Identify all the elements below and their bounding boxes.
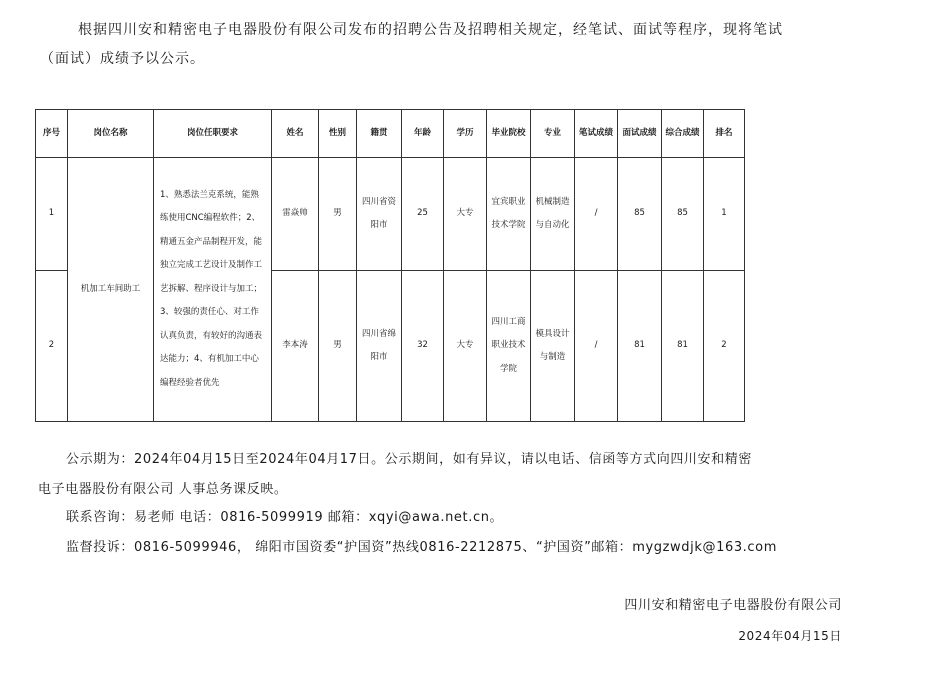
supervision-info: 监督投诉：0816-5099946， 绵阳市国资委“护国资”热线0816-2212875、“护国资”邮箱：mygzwdjk@163.com <box>66 540 777 555</box>
age: 25 <box>402 158 444 271</box>
header-cell: 面试成绩 <box>618 110 662 158</box>
header-cell: 岗位任职要求 <box>154 110 272 158</box>
candidate-name: 李本涛 <box>272 271 319 422</box>
total-score: 81 <box>662 271 704 422</box>
header-cell: 综合成绩 <box>662 110 704 158</box>
header-cell: 排名 <box>704 110 745 158</box>
header-cell: 序号 <box>36 110 68 158</box>
header-cell: 岗位名称 <box>68 110 154 158</box>
education: 大专 <box>444 271 487 422</box>
table-header-row <box>36 110 745 158</box>
row-number: 1 <box>36 158 68 271</box>
written-score: / <box>575 271 618 422</box>
rank: 2 <box>704 271 745 422</box>
origin: 四川省资阳市 <box>357 158 402 271</box>
notice-period-line-2: 电子电器股份有限公司 人事总务课反映。 <box>38 482 288 497</box>
written-score: / <box>575 158 618 271</box>
candidate-name: 雷焱帅 <box>272 158 319 271</box>
position-name: 机加工车间助工 <box>68 158 154 422</box>
intro-line-2: （面试）成绩予以公示。 <box>40 51 205 67</box>
header-cell: 笔试成绩 <box>575 110 618 158</box>
company-signature: 四川安和精密电子电器股份有限公司 <box>624 598 842 613</box>
interview-score: 81 <box>618 271 662 422</box>
gender: 男 <box>319 158 357 271</box>
age: 32 <box>402 271 444 422</box>
header-cell: 学历 <box>444 110 487 158</box>
school: 四川工商职业技术学院 <box>487 271 531 422</box>
header-cell: 姓名 <box>272 110 319 158</box>
header-cell: 性别 <box>319 110 357 158</box>
major: 机械制造与自动化 <box>531 158 575 271</box>
education: 大专 <box>444 158 487 271</box>
major: 模具设计与制造 <box>531 271 575 422</box>
school: 宜宾职业技术学院 <box>487 158 531 271</box>
header-cell: 专业 <box>531 110 575 158</box>
header-cell: 籍贯 <box>357 110 402 158</box>
total-score: 85 <box>662 158 704 271</box>
header-cell: 毕业院校 <box>487 110 531 158</box>
notice-period-line-1: 公示期为：2024年04月15日至2024年04月17日。公示期间，如有异议，请以电话、信函等方式向四川安和精密 <box>66 452 752 467</box>
interview-score: 85 <box>618 158 662 271</box>
table-row <box>36 158 745 271</box>
position-requirements: 1、熟悉法兰克系统，能熟练使用CNC编程软件；2、精通五金产品制程开发，能独立完成工艺设计及制作工艺拆解、程序设计与加工；3、较强的责任心、对工作认真负责，有较好的沟通表达能力；4、有机加工中心编程经验者优先 <box>154 158 272 422</box>
gender: 男 <box>319 271 357 422</box>
results-table <box>35 109 745 422</box>
header-cell: 年龄 <box>402 110 444 158</box>
origin: 四川省绵阳市 <box>357 271 402 422</box>
row-number: 2 <box>36 271 68 422</box>
rank: 1 <box>704 158 745 271</box>
contact-info: 联系咨询：易老师 电话：0816-5099919 邮箱：xqyi@awa.net.cn。 <box>66 510 504 525</box>
signature-date: 2024年04月15日 <box>738 629 842 643</box>
intro-line-1: 根据四川安和精密电子电器股份有限公司发布的招聘公告及招聘相关规定，经笔试、面试等程序，现将笔试 <box>78 22 783 38</box>
